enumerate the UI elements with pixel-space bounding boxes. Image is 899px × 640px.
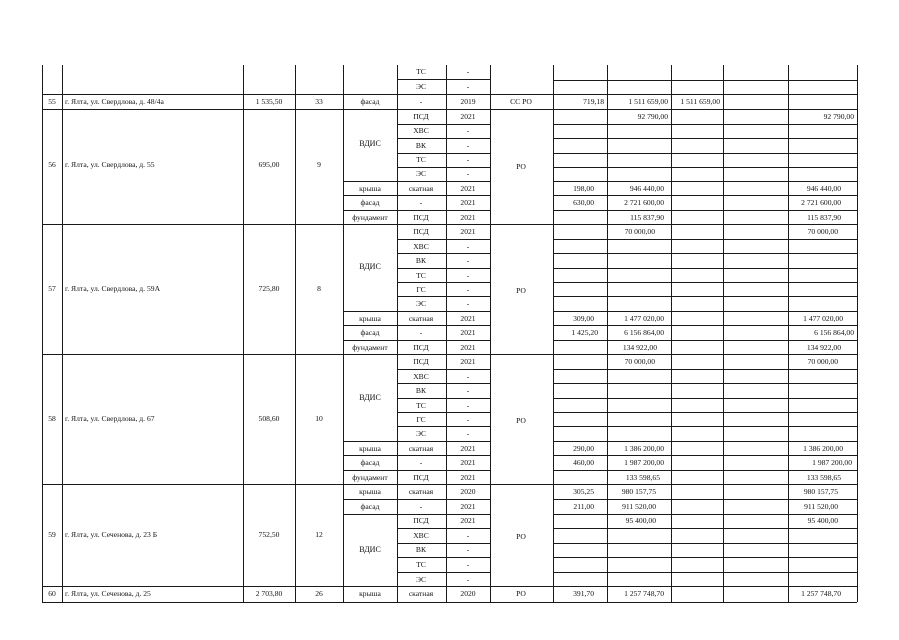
- row-address: г. Ялта, ул. Свердлова, д. 59А: [65, 284, 161, 293]
- sub-border: [553, 514, 857, 515]
- work-name: крыша: [359, 487, 381, 496]
- work-year: 2021: [460, 184, 476, 193]
- work-year: 2019: [460, 97, 476, 106]
- sub-item-name: ВК: [415, 141, 427, 150]
- sub-item-year: -: [466, 82, 470, 91]
- sub-item-total: 70 000,00: [807, 227, 838, 236]
- row-border: [42, 354, 857, 355]
- work-volume: 1 425,20: [571, 328, 598, 337]
- sub-item-name: ГС: [416, 285, 426, 294]
- sub-border: [397, 282, 490, 283]
- work-cost: 1 987 200,00: [624, 458, 664, 467]
- sub-item-year: -: [466, 429, 470, 438]
- sub-border: [397, 398, 490, 399]
- work-cost: 980 157,75: [621, 487, 656, 496]
- fund-source: РО: [516, 162, 526, 171]
- work-volume: 290,00: [573, 444, 594, 453]
- row-area: 2 703,80: [255, 589, 283, 598]
- sub-item-total: 95 400,00: [807, 516, 838, 525]
- sub-item-year: -: [466, 285, 470, 294]
- sub-border: [553, 340, 857, 341]
- col-border: [553, 65, 554, 602]
- row-border: [42, 586, 857, 587]
- work-type: -: [419, 458, 423, 467]
- col-border: [788, 65, 789, 602]
- sub-border: [553, 557, 857, 558]
- sub-item-year: -: [466, 575, 470, 584]
- col-border: [243, 65, 244, 602]
- sub-border: [553, 441, 857, 442]
- sub-item-year: -: [466, 415, 470, 424]
- sub-border: [397, 426, 490, 427]
- work-type: -: [419, 97, 423, 106]
- sub-border: [343, 195, 490, 196]
- work-volume: 211,00: [573, 502, 594, 511]
- col-border: [42, 65, 43, 602]
- work-year: 2021: [460, 502, 476, 511]
- work-total: 6 156 864,00: [814, 328, 854, 337]
- work-group: ВДИС: [359, 393, 381, 402]
- work-cost: 1 477 020,00: [624, 314, 664, 323]
- work-name: фасад: [360, 458, 380, 467]
- sub-item-year: 2021: [460, 357, 476, 366]
- sub-item-year: -: [466, 401, 470, 410]
- work-group: ВДИС: [359, 545, 381, 554]
- work-volume: 460,00: [573, 458, 594, 467]
- work-year: 2021: [460, 444, 476, 453]
- work-type: -: [419, 328, 423, 337]
- sub-border: [397, 138, 490, 139]
- row-residents: 26: [315, 589, 323, 598]
- sub-border: [553, 528, 857, 529]
- sub-border: [553, 282, 857, 283]
- sub-border: [553, 470, 857, 471]
- work-volume: 305,25: [573, 487, 594, 496]
- sub-border: [553, 369, 857, 370]
- work-volume: 198,00: [573, 184, 594, 193]
- work-cost-2: 1 511 659,00: [680, 97, 720, 106]
- sub-border: [343, 470, 490, 471]
- sub-border: [397, 557, 490, 558]
- row-number: 59: [48, 530, 56, 539]
- sub-border: [553, 543, 857, 544]
- row-residents: 9: [317, 160, 321, 169]
- sub-item-name: ПСД: [413, 112, 429, 121]
- sub-border: [397, 79, 490, 80]
- sub-item-name: ХВС: [413, 126, 429, 135]
- fund-source: РО: [516, 589, 526, 598]
- sub-border: [553, 398, 857, 399]
- work-type: -: [419, 502, 423, 511]
- sub-item-year: 2021: [460, 112, 476, 121]
- work-year: 2021: [460, 314, 476, 323]
- row-border: [42, 94, 857, 95]
- fund-source: СС РО: [510, 97, 532, 106]
- work-total: 133 598,65: [806, 473, 841, 482]
- sub-item-year: -: [466, 67, 470, 76]
- sub-border: [397, 268, 490, 269]
- work-total: 946 440,00: [806, 184, 841, 193]
- col-border: [607, 65, 608, 602]
- sub-border: [397, 412, 490, 413]
- sub-item-year: -: [466, 242, 470, 251]
- work-type: скатная: [408, 487, 434, 496]
- work-total: 1 386 200,00: [803, 444, 843, 453]
- sub-item-year: -: [466, 271, 470, 280]
- work-type: скатная: [408, 589, 434, 598]
- sub-item-name: ПСД: [413, 357, 429, 366]
- sub-item-year: -: [466, 126, 470, 135]
- work-year: 2020: [460, 589, 476, 598]
- sub-border: [397, 543, 490, 544]
- row-number: 60: [48, 589, 56, 598]
- sub-border: [397, 383, 490, 384]
- work-volume: 309,00: [573, 314, 594, 323]
- work-type: ПСД: [413, 213, 429, 222]
- work-cost: 134 922,00: [622, 343, 657, 352]
- sub-item-cost: 95 400,00: [625, 516, 656, 525]
- sub-border: [397, 369, 490, 370]
- row-number: 57: [48, 284, 56, 293]
- row-number: 58: [48, 414, 56, 423]
- sub-item-name: ЭС: [415, 575, 427, 584]
- sub-border: [343, 181, 490, 182]
- sub-border: [397, 167, 490, 168]
- work-year: 2021: [460, 343, 476, 352]
- sub-border: [397, 296, 490, 297]
- sub-border: [553, 195, 857, 196]
- work-cost: 6 156 864,00: [624, 328, 664, 337]
- work-cost: 1 511 659,00: [628, 97, 668, 106]
- work-name: фундамент: [352, 473, 388, 482]
- sub-item-name: ТС: [416, 560, 426, 569]
- sub-border: [397, 528, 490, 529]
- sub-border: [553, 124, 857, 125]
- work-total: 911 520,00: [804, 502, 838, 511]
- work-cost: 911 520,00: [622, 502, 656, 511]
- sub-border: [343, 311, 490, 312]
- row-address: г. Ялта, ул. Свердлова, д. 55: [65, 160, 155, 169]
- work-name: крыша: [359, 444, 381, 453]
- sub-item-name: ТС: [416, 155, 426, 164]
- row-address: г. Ялта, ул. Сеченова, д. 25: [65, 589, 151, 598]
- sub-border: [553, 499, 857, 500]
- sub-border: [397, 124, 490, 125]
- sub-item-cost: 70 000,00: [624, 357, 655, 366]
- sub-border: [553, 268, 857, 269]
- sub-border: [397, 253, 490, 254]
- sub-border: [397, 153, 490, 154]
- sub-item-name: ХВС: [413, 242, 429, 251]
- fund-source: РО: [516, 532, 526, 541]
- work-cost: 1 257 748,70: [624, 589, 664, 598]
- sub-item-year: -: [466, 560, 470, 569]
- sub-item-name: ВК: [415, 545, 427, 554]
- col-border: [490, 65, 491, 602]
- sub-border: [553, 383, 857, 384]
- work-year: 2021: [460, 328, 476, 337]
- work-group: ВДИС: [359, 262, 381, 271]
- sub-item-name: ТС: [416, 67, 426, 76]
- sub-item-cost: 92 790,00: [637, 112, 668, 121]
- work-cost: 115 837,90: [630, 213, 664, 222]
- sub-border: [343, 455, 490, 456]
- sub-item-year: -: [466, 545, 470, 554]
- work-type: ПСД: [413, 343, 429, 352]
- sub-item-year: -: [466, 372, 470, 381]
- fund-source: РО: [516, 416, 526, 425]
- sub-item-total: 92 790,00: [823, 112, 854, 121]
- sub-item-name: ТС: [416, 271, 426, 280]
- fund-source: РО: [516, 286, 526, 295]
- sub-item-year: -: [466, 256, 470, 265]
- work-name: фасад: [360, 328, 380, 337]
- work-name: фасад: [360, 97, 380, 106]
- work-total: 980 157,75: [803, 487, 838, 496]
- row-residents: 33: [315, 97, 323, 106]
- work-type: скатная: [408, 184, 434, 193]
- row-residents: 12: [315, 530, 323, 539]
- work-type: скатная: [408, 444, 434, 453]
- work-total: 2 721 600,00: [801, 198, 841, 207]
- work-volume: 391,70: [573, 589, 594, 598]
- sub-border: [397, 239, 490, 240]
- row-residents: 8: [317, 284, 321, 293]
- work-total: 115 837,90: [807, 213, 841, 222]
- col-border: [857, 65, 858, 602]
- sub-item-year: -: [466, 141, 470, 150]
- col-border: [62, 65, 63, 602]
- row-border: [42, 484, 857, 485]
- sub-border: [553, 412, 857, 413]
- sub-border: [553, 138, 857, 139]
- work-name: фасад: [360, 198, 380, 207]
- sub-border: [553, 210, 857, 211]
- sub-border: [553, 80, 857, 81]
- sub-border: [553, 253, 857, 254]
- sub-border: [553, 239, 857, 240]
- row-address: г. Ялта, ул. Свердлова, д. 67: [65, 414, 155, 423]
- work-name: крыша: [359, 184, 381, 193]
- work-group: ВДИС: [359, 139, 381, 148]
- sub-item-year: -: [466, 155, 470, 164]
- sub-border: [343, 210, 490, 211]
- sub-border: [343, 441, 490, 442]
- sub-border: [553, 296, 857, 297]
- col-border: [723, 65, 724, 602]
- work-name: фундамент: [352, 213, 388, 222]
- work-year: 2021: [460, 458, 476, 467]
- sub-item-name: ПСД: [413, 516, 429, 525]
- sub-item-year: -: [466, 169, 470, 178]
- work-type: скатная: [408, 314, 434, 323]
- work-total: 1 257 748,70: [801, 589, 841, 598]
- sub-item-name: ХВС: [413, 531, 429, 540]
- row-address: г. Ялта, ул. Свердлова, д. 48/4а: [65, 97, 164, 106]
- work-year: 2020: [460, 487, 476, 496]
- sub-border: [397, 572, 490, 573]
- row-border: [42, 602, 857, 603]
- sub-border: [343, 514, 490, 515]
- col-border: [295, 65, 296, 602]
- work-name: крыша: [359, 314, 381, 323]
- sub-item-name: ВК: [415, 386, 427, 395]
- sub-item-name: ПСД: [413, 227, 429, 236]
- row-border: [42, 109, 857, 110]
- work-volume: 630,00: [573, 198, 594, 207]
- col-border: [343, 65, 344, 602]
- sub-item-year: -: [466, 386, 470, 395]
- sub-item-name: ТС: [416, 401, 426, 410]
- work-type: -: [419, 198, 423, 207]
- sub-item-name: ЭС: [415, 82, 427, 91]
- work-cost: 1 386 200,00: [624, 444, 664, 453]
- work-year: 2021: [460, 213, 476, 222]
- row-residents: 10: [315, 414, 323, 423]
- row-area: 725,80: [258, 284, 280, 293]
- sub-border: [553, 153, 857, 154]
- sub-item-total: 70 000,00: [807, 357, 838, 366]
- sub-border: [553, 167, 857, 168]
- work-cost: 946 440,00: [629, 184, 664, 193]
- work-year: 2021: [460, 473, 476, 482]
- sub-item-year: -: [466, 531, 470, 540]
- work-name: фасад: [360, 502, 380, 511]
- col-border: [671, 65, 672, 602]
- sub-border: [553, 311, 857, 312]
- row-number: 56: [48, 160, 56, 169]
- sub-item-name: ЭС: [415, 169, 427, 178]
- sub-border: [553, 572, 857, 573]
- work-cost: 133 598,65: [625, 473, 660, 482]
- sub-item-name: ЭС: [415, 299, 427, 308]
- sub-border: [553, 325, 857, 326]
- row-area: 695,00: [258, 160, 280, 169]
- sub-border: [553, 455, 857, 456]
- work-name: фундамент: [352, 343, 388, 352]
- row-area: 508,60: [258, 414, 280, 423]
- work-volume: 719,18: [583, 97, 604, 106]
- work-total: 1 477 020,00: [803, 314, 843, 323]
- sub-item-name: ЭС: [415, 429, 427, 438]
- row-border: [42, 224, 857, 225]
- sub-border: [343, 325, 490, 326]
- sub-border: [343, 499, 490, 500]
- work-type: ПСД: [413, 473, 429, 482]
- sub-border: [553, 181, 857, 182]
- sub-item-year: -: [466, 299, 470, 308]
- work-year: 2021: [460, 198, 476, 207]
- sub-item-name: ВК: [415, 256, 427, 265]
- sub-item-name: ХВС: [413, 372, 429, 381]
- work-name: крыша: [359, 589, 381, 598]
- row-address: г. Ялта, ул. Сеченова, д. 23 Б: [65, 530, 158, 539]
- col-border: [446, 65, 447, 602]
- sub-item-cost: 70 000,00: [624, 227, 655, 236]
- work-cost: 2 721 600,00: [624, 198, 664, 207]
- work-total: 1 987 200,00: [812, 458, 852, 467]
- sub-item-year: 2021: [460, 516, 476, 525]
- row-area: 1 535,50: [255, 97, 283, 106]
- col-border: [397, 65, 398, 602]
- sub-border: [553, 426, 857, 427]
- row-number: 55: [48, 97, 56, 106]
- work-total: 134 922,00: [806, 343, 841, 352]
- sub-item-year: 2021: [460, 227, 476, 236]
- row-area: 752,50: [258, 530, 280, 539]
- sub-item-name: ГС: [416, 415, 426, 424]
- sub-border: [343, 340, 490, 341]
